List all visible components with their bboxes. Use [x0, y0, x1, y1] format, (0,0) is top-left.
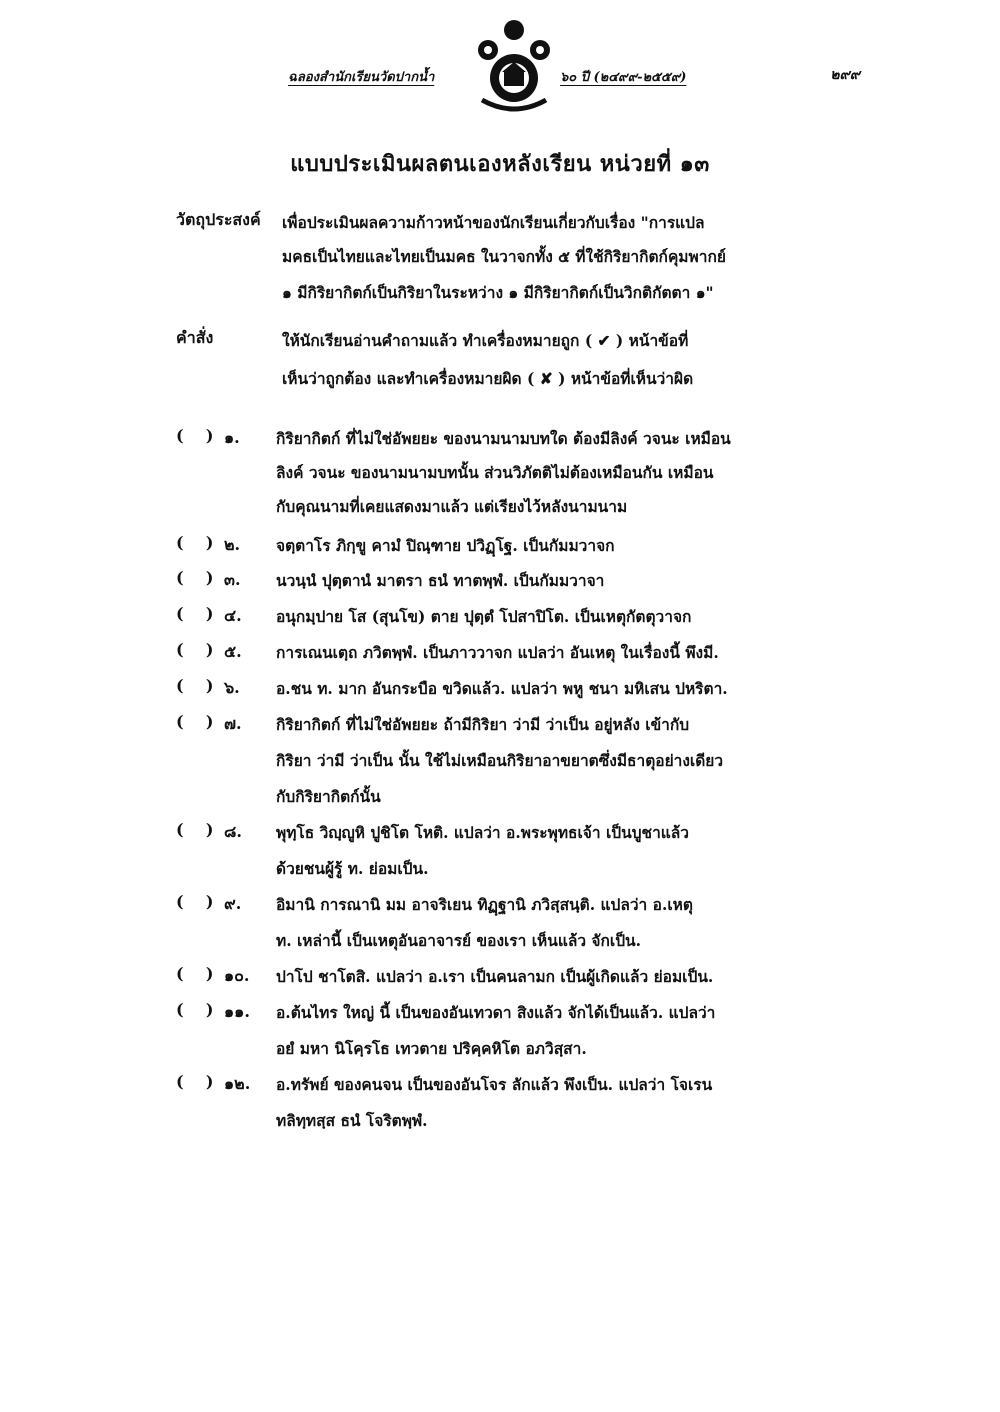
objective-line: ๑ มีกิริยากิตก์เป็นกิริยาในระหว่าง ๑ มีกิริยากิตก์เป็นวิกติกัตตา ๑" — [282, 283, 714, 302]
item-text: การเณนเตฺถ ภวิตพฺพํ. เป็นภาววาจก แปลว่า อันเหตุ ในเรื่องนี้ พึงมี. — [276, 643, 719, 662]
item-text: อยํ มหา นิโคฺรโธ เทวตาย ปริคฺคหิโต อภวิสฺสา. — [276, 1039, 587, 1058]
answer-blank[interactable]: ( ) — [176, 640, 214, 659]
item-text: กับกิริยากิตก์นั้น — [276, 787, 381, 806]
answer-blank[interactable]: ( ) — [176, 892, 214, 911]
item-text: นวนฺนํ ปุตฺตานํ มาตรา ธนํ ทาตพฺพํ. เป็นกัมมวาจา — [276, 571, 605, 590]
instruction-line: ให้นักเรียนอ่านคำถามแล้ว ทำเครื่องหมายถูก ( ✔ ) หน้าข้อที่ — [282, 331, 689, 350]
item-number: ๙. — [224, 894, 242, 913]
item-number: ๓. — [224, 570, 241, 589]
item-text: อิมานิ การณานิ มม อาจริเยน ทิฏฺฐานิ ภวิสฺสนฺติ. แปลว่า อ.เหตุ — [276, 895, 693, 914]
item-text: พุทฺโธ วิญฺญูหิ ปูชิโต โหติ. แปลว่า อ.พระพุทธเจ้า เป็นบูชาแล้ว — [276, 823, 689, 842]
answer-blank[interactable]: ( ) — [176, 712, 214, 731]
item-number: ๑๒. — [224, 1074, 251, 1093]
instruction-label: คำสั่ง — [176, 328, 214, 347]
item-text: อ.ทรัพย์ ของคนจน เป็นของอันโจร ลักแล้ว พึงเป็น. แปลว่า โจเรน — [276, 1075, 713, 1094]
page-title: แบบประเมินผลตนเองหลังเรียน หน่วยที่ ๑๓ — [290, 151, 710, 177]
item-text: ปาโป ชาโตสิ. แปลว่า อ.เรา เป็นคนลามก เป็นผู้เกิดแล้ว ย่อมเป็น. — [276, 967, 714, 986]
item-number: ๗. — [224, 714, 242, 733]
item-number: ๕. — [224, 642, 242, 661]
item-text: ท. เหล่านี้ เป็นเหตุอันอาจารย์ ของเรา เห็นแล้ว จักเป็น. — [276, 931, 642, 950]
header-center-text: ๖๐ ปี (๒๔๙๙-๒๕๕๙) — [560, 70, 687, 85]
item-number: ๖. — [224, 678, 240, 697]
objective-line: มคธเป็นไทยและไทยเป็นมคธ ในวาจกทั้ง ๕ ที่ใช้กิริยากิตก์คุมพากย์ — [282, 247, 726, 266]
answer-blank[interactable]: ( ) — [176, 533, 214, 552]
item-text: ลิงค์ วจนะ ของนามนามบทนั้น ส่วนวิภัตติไม่ต้องเหมือนกัน เหมือน — [276, 463, 714, 482]
item-number: ๔. — [224, 606, 242, 625]
temple-seal-logo — [468, 16, 560, 120]
page-number: ๒๙๙ — [830, 67, 860, 83]
item-text: กับคุณนามที่เคยแสดงมาแล้ว แต่เรียงไว้หลังนามนาม — [276, 497, 628, 516]
answer-blank[interactable]: ( ) — [176, 964, 214, 983]
item-text: อนุกมฺปาย โส (สุนโข) ตาย ปุตฺตํ โปสาปิโต. เป็นเหตุกัตตุวาจก — [276, 607, 692, 626]
item-number: ๑๑. — [224, 1002, 250, 1021]
answer-blank[interactable]: ( ) — [176, 604, 214, 623]
item-text: กิริยากิตก์ ที่ไม่ใช่อัพยยะ ถ้ามีกิริยา ว่ามี ว่าเป็น อยู่หลัง เข้ากับ — [276, 715, 690, 734]
answer-blank[interactable]: ( ) — [176, 426, 214, 445]
item-text: กิริยากิตก์ ที่ไม่ใช่อัพยยะ ของนามนามบทใด ต้องมีลิงค์ วจนะ เหมือน — [276, 429, 731, 448]
item-text: กิริยา ว่ามี ว่าเป็น นั้น ใช้ไม่เหมือนกิริยาอาขยาตซึ่งมีธาตุอย่างเดียว — [276, 751, 724, 770]
answer-blank[interactable]: ( ) — [176, 1072, 214, 1091]
objective-line: เพื่อประเมินผลความก้าวหน้าของนักเรียนเกี่ยวกับเรื่อง "การแปล — [282, 213, 705, 232]
item-text: อ.ชน ท. มาก อันกระบือ ขวิดแล้ว. แปลว่า พหู ชนา มหิเสน ปหริตา. — [276, 679, 728, 698]
answer-blank[interactable]: ( ) — [176, 676, 214, 695]
item-number: ๑๐. — [224, 966, 250, 985]
item-number: ๑. — [224, 428, 240, 447]
objective-label: วัตถุประสงค์ — [176, 210, 261, 229]
answer-blank[interactable]: ( ) — [176, 820, 214, 839]
item-text: ทลิทฺทสฺส ธนํ โจริตพฺพํ. — [276, 1111, 428, 1130]
item-number: ๒. — [224, 535, 241, 554]
answer-blank[interactable]: ( ) — [176, 568, 214, 587]
instruction-line: เห็นว่าถูกต้อง และทำเครื่องหมายผิด ( ✘ ) หน้าข้อที่เห็นว่าผิด — [282, 369, 694, 388]
item-text: จตฺตาโร ภิกฺขู คามํ ปิณฺฑาย ปวิฏฺโฐ. เป็นกัมมวาจก — [276, 536, 615, 555]
item-number: ๘. — [224, 822, 242, 841]
item-text: อ.ต้นไทร ใหญ่ นี้ เป็นของอันเทวดา สิงแล้ว จักได้เป็นแล้ว. แปลว่า — [276, 1003, 716, 1022]
answer-blank[interactable]: ( ) — [176, 1000, 214, 1019]
item-text: ด้วยชนผู้รู้ ท. ย่อมเป็น. — [276, 859, 429, 878]
header-left-text: ฉลองสำนักเรียนวัดปากน้ำ — [288, 70, 435, 85]
